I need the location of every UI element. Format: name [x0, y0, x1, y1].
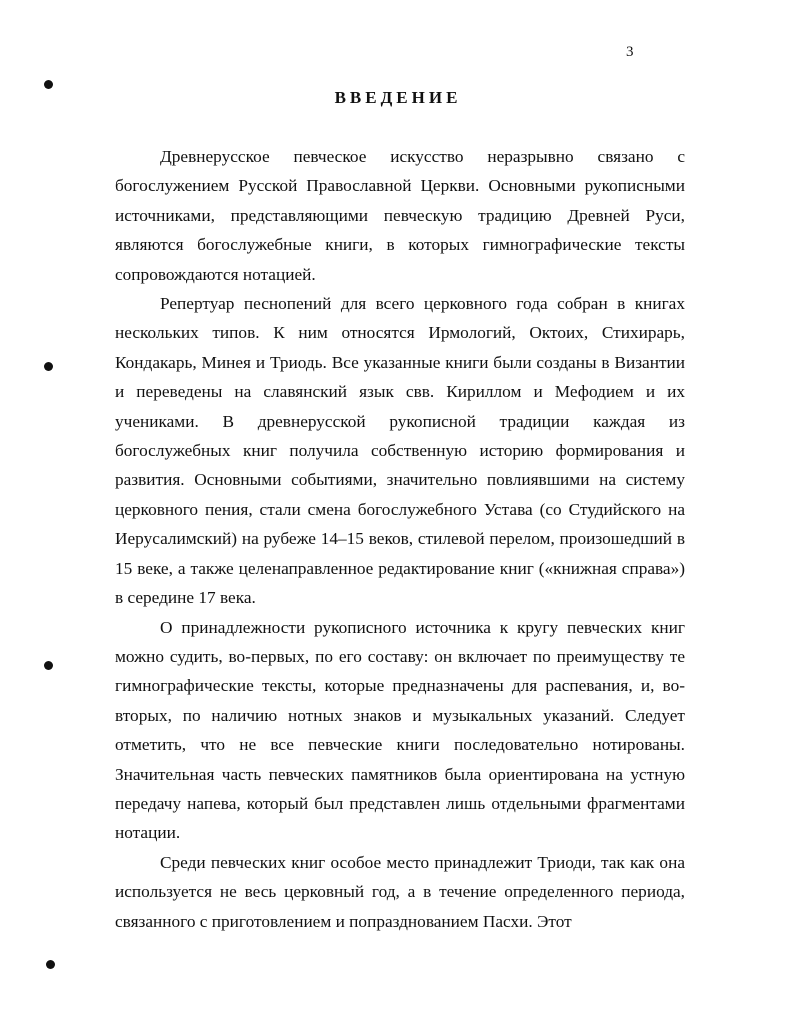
- paragraph: Древнерусское певческое искусство неразрывно связано с богослужением Русской Православной Церкви. Основными рукописными источниками, представляющими певческую традицию Древней Руси, являются богослужебные книги, в которых гимнографические тексты сопровождаются нотацией.: [115, 147, 685, 284]
- binder-hole-mark: [46, 960, 55, 969]
- paragraph: Среди певческих книг особое место принадлежит Триоди, так как она используется не весь церковный год, а в течение определенного периода, связанного с приготовлением и попразднованием Пасхи. Этот: [115, 852, 685, 931]
- binder-hole-mark: [44, 362, 53, 371]
- body-text: [115, 142, 685, 936]
- binder-hole-mark: [44, 661, 53, 670]
- paragraph: О принадлежности рукописного источника к кругу певческих книг можно судить, во-первых, по его составу: он включает по преимуществу те гимнографические тексты, которые предназначены для распевания, и, во-вторых, по наличию нотных знаков и музыкальных указаний. Следует отметить, что не все певческие книги последовательно нотированы. Значительная часть певческих памятников была ориентирована на устную передачу напева, который был представлен лишь отдельными фрагментами нотации.: [115, 617, 685, 843]
- page-title: ВВЕДЕНИЕ: [334, 88, 462, 107]
- page-number: 3: [626, 44, 634, 60]
- paragraph: Репертуар песнопений для всего церковного года собран в книгах нескольких типов. К ним относятся Ирмологий, Октоих, Стихирарь, Кондакарь, Минея и Триодь. Все указанные книги были созданы в Византии и переведены на славянский язык свв. Кириллом и Мефодием и их учениками. В древнерусской рукописной традиции каждая из богослужебных книг получила собственную историю формирования и развития. Основными событиями, значительно повлиявшими на систему церковного пения, стали смена богослужебного Устава (со Студийского на Иерусалимский) на рубеже 14–15 веков, стилевой перелом, произошедший в 15 веке, а также целенаправленное редактирование книг («книжная справа») в середине 17 века.: [115, 294, 685, 608]
